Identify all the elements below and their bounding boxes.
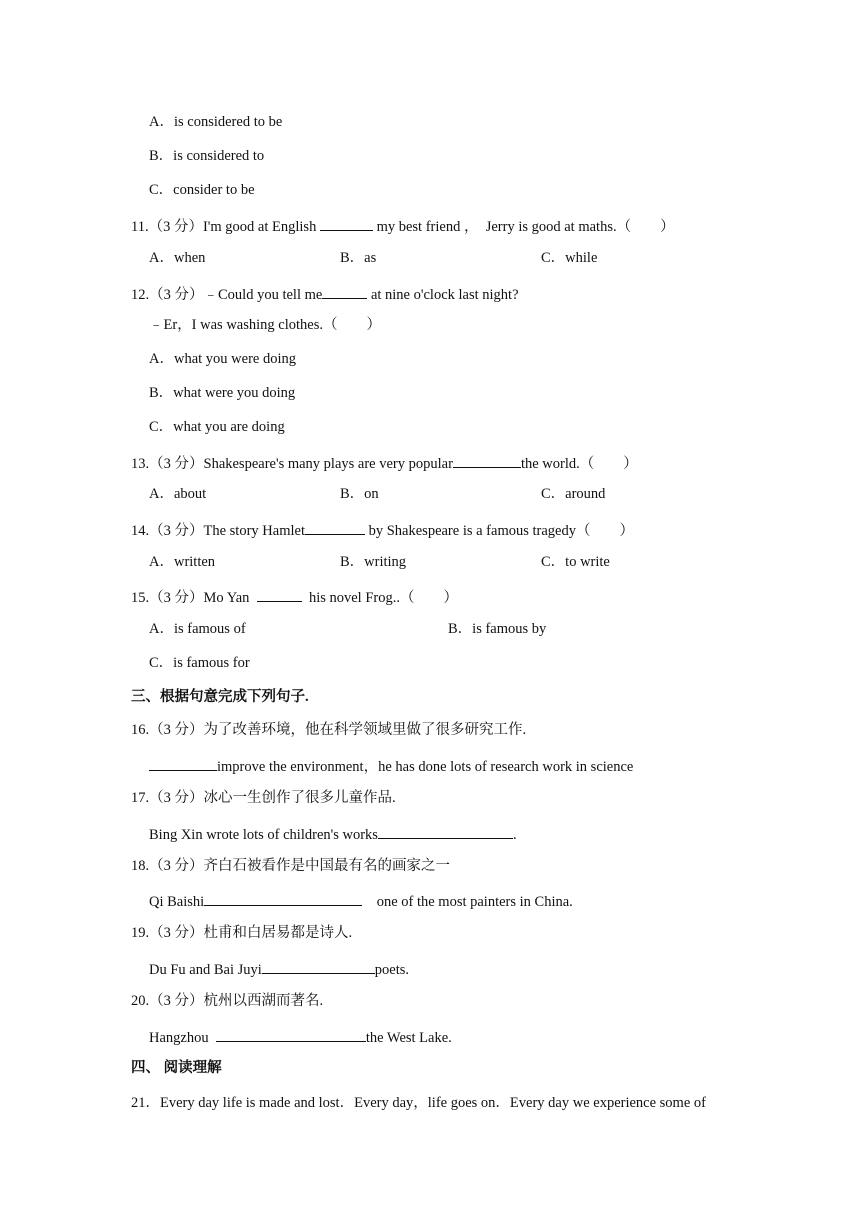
q17-blank — [378, 823, 513, 839]
q15-prefix: 15.（3 分）Mo Yan — [131, 590, 257, 606]
q13-option-b: B．on — [340, 486, 379, 502]
q15-suffix: his novel Frog..（ ） — [301, 590, 458, 606]
q16-stem: 16.（3 分）为了改善环境，他在科学领域里做了很多研究工作. — [131, 722, 527, 738]
q14-option-b: B．writing — [340, 554, 407, 570]
q18-blank — [204, 890, 362, 906]
q12-option-a: A．what you were doing — [149, 351, 296, 367]
q10-option-c: C．consider to be — [149, 182, 255, 198]
q18-answer-line — [149, 890, 573, 911]
q14-prefix: 14.（3 分）The story Hamlet — [131, 523, 305, 539]
q18-prefix: Qi Baishi — [149, 894, 205, 910]
q20-answer-line — [149, 1026, 452, 1047]
q19-blank — [262, 958, 375, 974]
q13-prefix: 13.（3 分）Shakespeare's many plays are very popular — [131, 456, 453, 472]
q12-prefix: 12.（3 分）﹣Could you tell me — [131, 287, 323, 303]
q16-blank — [149, 755, 217, 771]
q12-stem — [131, 283, 519, 304]
q19-suffix: poets. — [374, 962, 410, 978]
q19-answer-line — [149, 958, 409, 979]
q12-stem-line2: ﹣Er，I was washing clothes.（ ） — [149, 317, 381, 333]
q16-answer-line — [149, 755, 633, 776]
q17-answer-line — [149, 823, 517, 844]
section-4-heading: 四、 阅读理解 — [131, 1060, 222, 1076]
q14-stem — [131, 519, 634, 540]
q13-blank — [453, 452, 521, 468]
q19-stem: 19.（3 分）杜甫和白居易都是诗人. — [131, 925, 353, 941]
q17-prefix: Bing Xin wrote lots of children's works — [149, 827, 378, 843]
q20-stem: 20.（3 分）杭州以西湖而著名. — [131, 993, 324, 1009]
q14-blank — [305, 519, 365, 535]
q18-stem: 18.（3 分）齐白石被看作是中国最有名的画家之一 — [131, 858, 450, 874]
q10-option-a: A．is considered to be — [149, 114, 283, 130]
q16-suffix: improve the environment，he has done lots of research work in science — [217, 759, 634, 775]
q14-suffix: by Shakespeare is a famous tragedy（ ） — [364, 523, 634, 539]
q14-option-c: C．to write — [541, 554, 610, 570]
q18-suffix: one of the most painters in China. — [362, 894, 573, 910]
section-3-heading: 三、根据句意完成下列句子. — [131, 689, 309, 705]
q21-passage-start: 21．Every day life is made and lost．Every day，life goes on．Every day we experience some of — [131, 1095, 706, 1111]
q20-prefix: Hangzhou — [149, 1030, 216, 1046]
q15-option-a: A．is famous of — [149, 621, 246, 637]
q17-suffix: . — [512, 827, 517, 843]
q11-option-c: C．while — [541, 250, 598, 266]
q12-option-c: C．what you are doing — [149, 419, 285, 435]
q13-stem — [131, 452, 638, 473]
q11-option-a: A．when — [149, 250, 206, 266]
q19-prefix: Du Fu and Bai Juyi — [149, 962, 262, 978]
q13-suffix: the world.（ ） — [520, 456, 638, 472]
q20-blank — [216, 1026, 366, 1042]
q10-option-b: B．is considered to — [149, 148, 265, 164]
q17-stem: 17.（3 分）冰心一生创作了很多儿童作品. — [131, 790, 396, 806]
q11-stem — [131, 215, 675, 236]
q14-option-a: A．written — [149, 554, 216, 570]
q15-blank — [257, 586, 302, 602]
q11-option-b: B．as — [340, 250, 377, 266]
q12-suffix: at nine o'clock last night? — [367, 287, 519, 303]
q20-suffix: the West Lake. — [365, 1030, 452, 1046]
q11-blank — [320, 215, 373, 231]
q15-option-b: B．is famous by — [448, 621, 547, 637]
q12-blank — [322, 283, 367, 299]
q11-suffix: my best friend ， Jerry is good at maths.（ ） — [372, 219, 675, 235]
q15-option-c: C．is famous for — [149, 655, 250, 671]
q12-option-b: B．what were you doing — [149, 385, 296, 401]
q15-stem — [131, 586, 458, 607]
q13-option-a: A．about — [149, 486, 207, 502]
q13-option-c: C．around — [541, 486, 606, 502]
q11-prefix: 11.（3 分）I'm good at English — [131, 219, 320, 235]
